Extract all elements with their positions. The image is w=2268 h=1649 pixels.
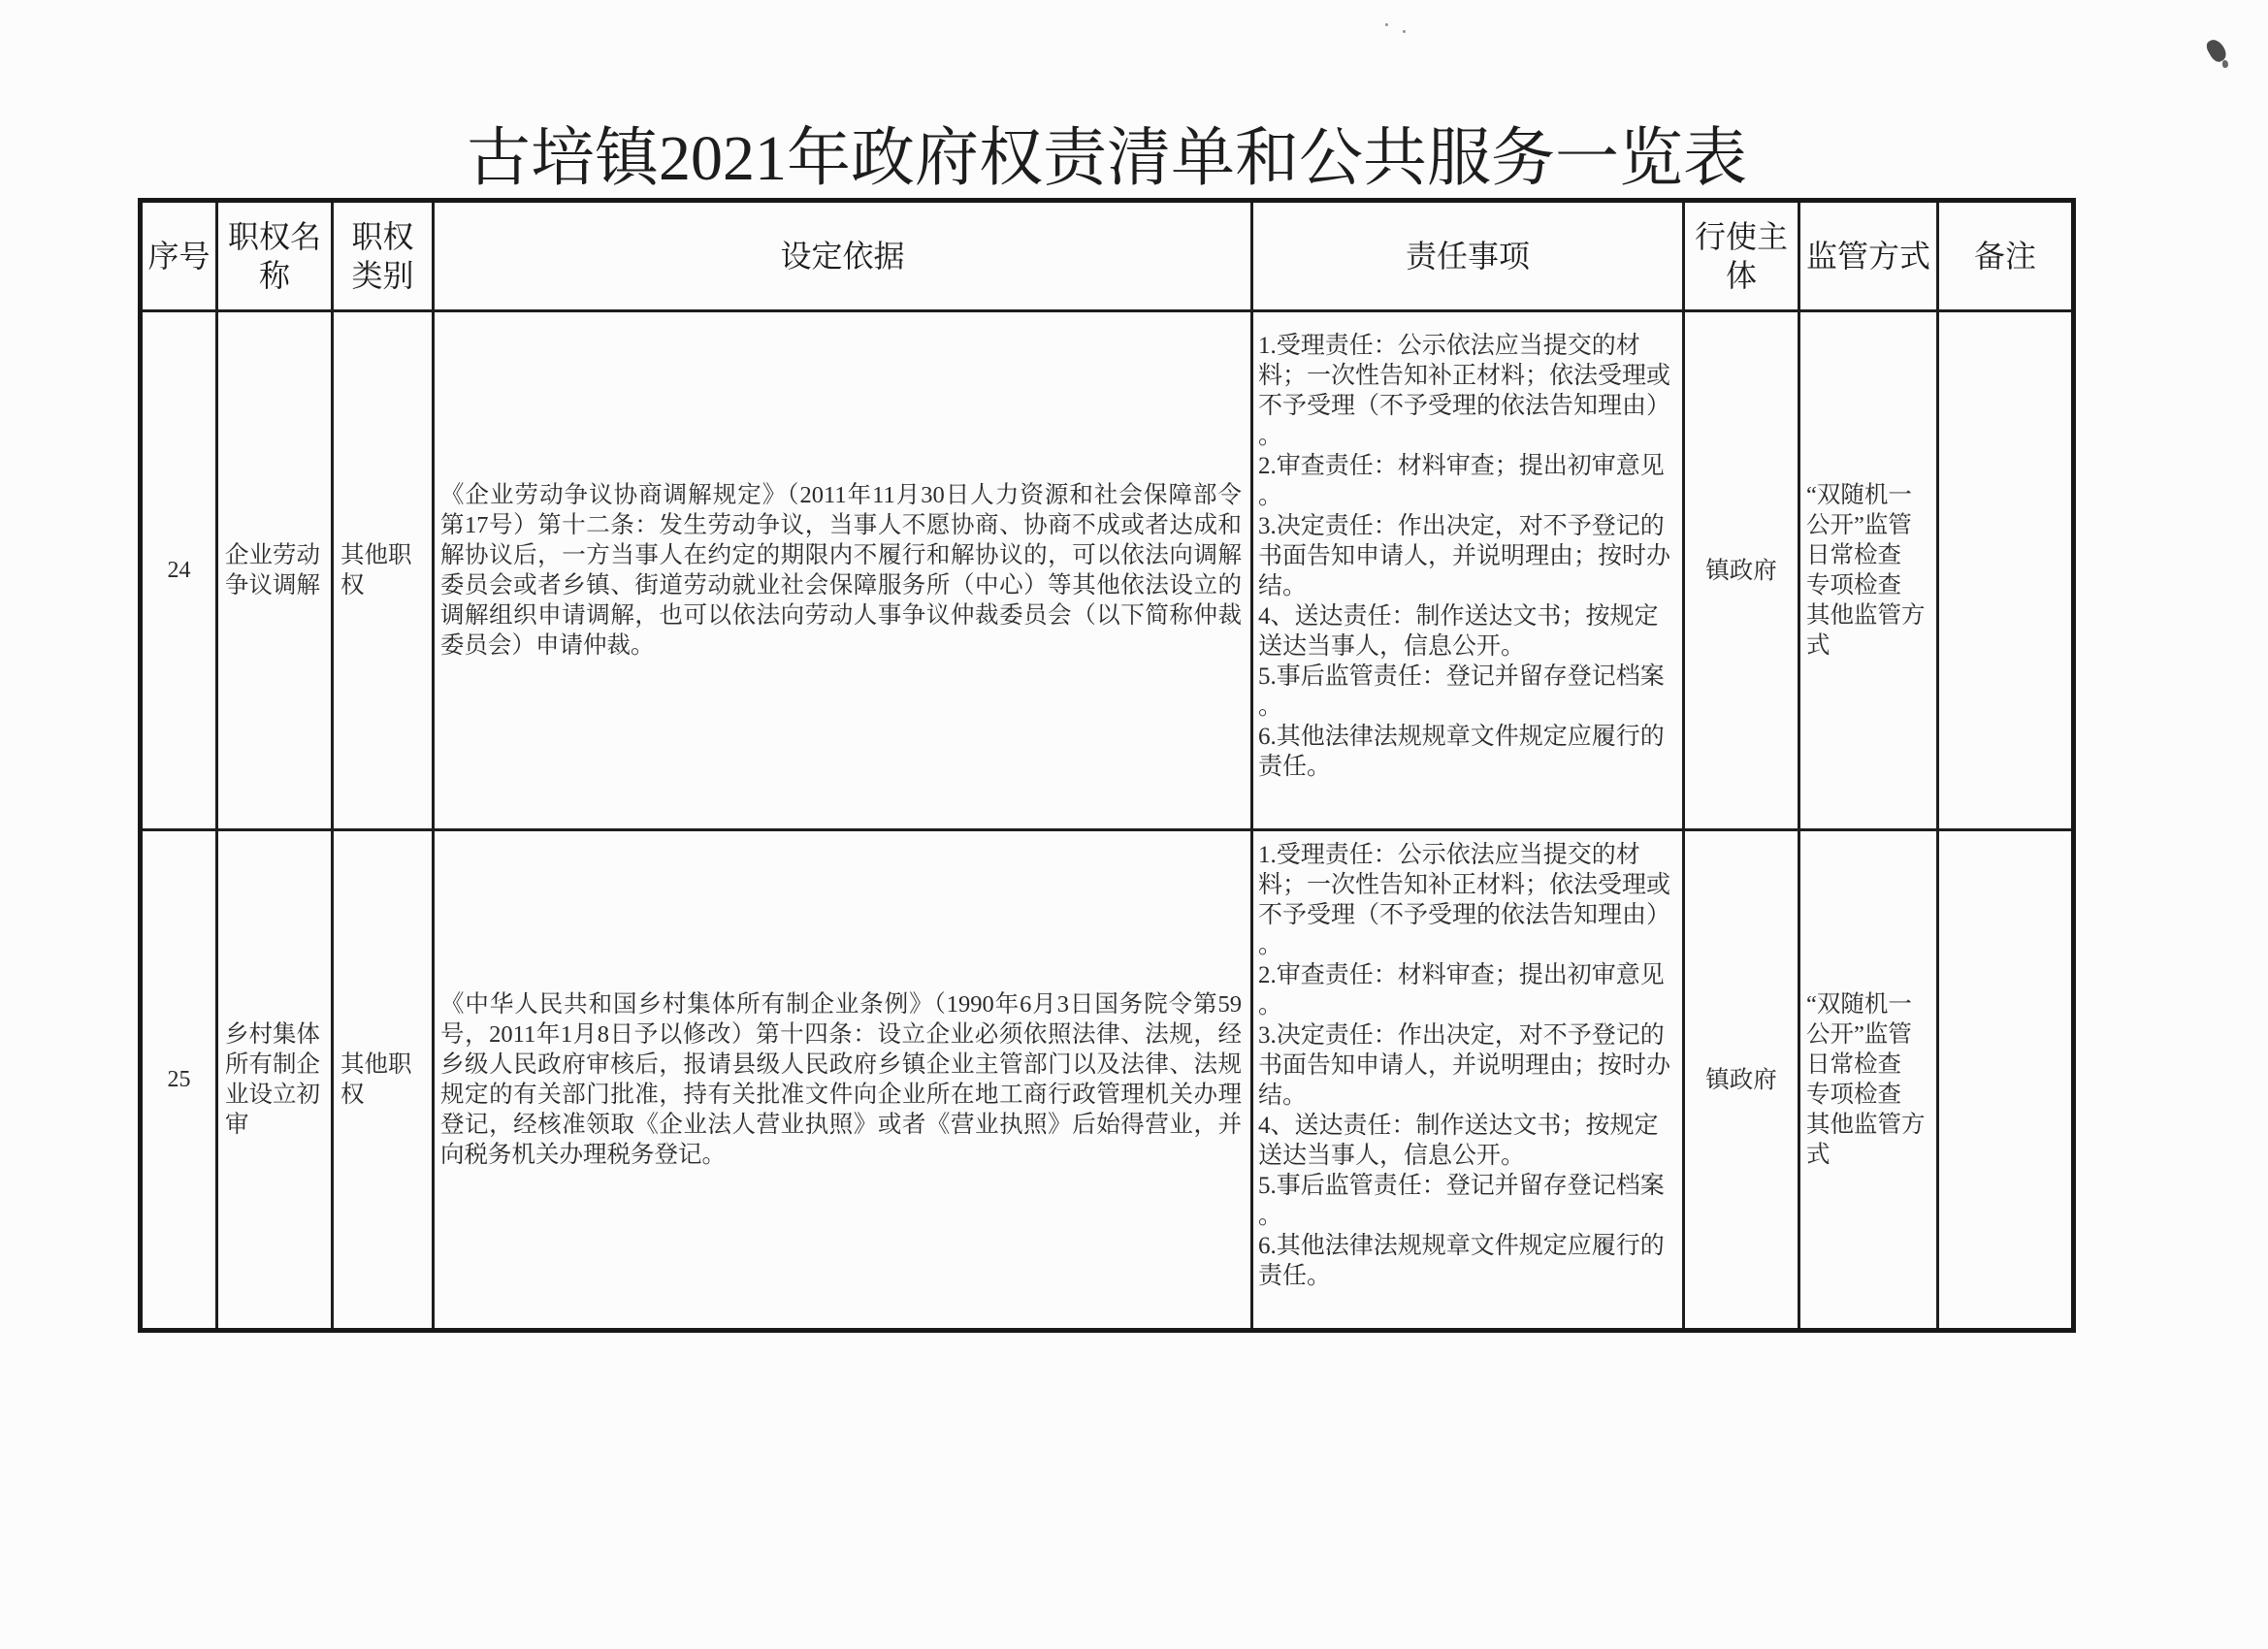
supervision-line: “双随机一 bbox=[1806, 991, 1912, 1018]
page-title: 古培镇2021年政府权责清单和公共服务一览表 bbox=[467, 123, 1747, 194]
cell-executing-body: 镇政府 bbox=[1684, 311, 1799, 830]
supervision-line: 公开”监管 bbox=[1806, 512, 1912, 538]
power-name-line: 所有制企 bbox=[225, 1051, 320, 1078]
responsibility-line: 不予受理（不予受理的依法告知理由） bbox=[1258, 392, 1671, 419]
supervision-line: 其他监管方 bbox=[1806, 602, 1926, 629]
header-label: 备注 bbox=[1973, 238, 2036, 275]
power-category-line: 权 bbox=[340, 1082, 365, 1108]
scan-dot bbox=[1385, 23, 1388, 26]
header-label: 职权名 bbox=[227, 218, 321, 255]
scan-mark bbox=[2222, 60, 2228, 68]
legal-basis-line: 第17号）第十二条：发生劳动争议，当事人不愿协商、协商不成或者达成和 bbox=[440, 512, 1242, 538]
table-row bbox=[141, 830, 2074, 1331]
supervision-line: 专项检查 bbox=[1806, 572, 1901, 598]
legal-basis-line: 《中华人民共和国乡村集体所有制企业条例》（1990年6月3日国务院令第59 bbox=[440, 991, 1242, 1018]
header-label: 设定依据 bbox=[780, 238, 905, 275]
cell-executing-body: 镇政府 bbox=[1684, 830, 1799, 1331]
responsibility-line: 送达当事人，信息公开。 bbox=[1258, 1142, 1526, 1169]
responsibility-line: 不予受理（不予受理的依法告知理由） bbox=[1258, 901, 1671, 928]
cell-power-name bbox=[217, 830, 333, 1331]
responsibility-line: 3.决定责任：作出决定，对不予登记的 bbox=[1258, 512, 1665, 539]
responsibility-line: 送达当事人，信息公开。 bbox=[1258, 632, 1526, 660]
header-label: 监管方式 bbox=[1805, 238, 1930, 275]
responsibility-line: 。 bbox=[1258, 422, 1283, 449]
power-responsibility-table bbox=[138, 198, 2076, 1333]
responsibility-line: 4、送达责任：制作送达文书；按规定 bbox=[1258, 1112, 1659, 1139]
power-name-line: 审 bbox=[225, 1112, 249, 1138]
supervision-line: 公开”监管 bbox=[1806, 1021, 1912, 1048]
power-name-line: 企业劳动 bbox=[225, 542, 320, 568]
power-name-line: 乡村集体 bbox=[225, 1021, 320, 1048]
cell-seq: 24 bbox=[141, 311, 217, 830]
responsibility-line: 3.决定责任：作出决定，对不予登记的 bbox=[1258, 1021, 1665, 1049]
cell-supervision-method bbox=[1799, 830, 1938, 1331]
header-supervision-method bbox=[1799, 201, 1938, 311]
responsibility-line: 书面告知申请人，并说明理由；按时办 bbox=[1258, 542, 1671, 569]
header-seq bbox=[141, 201, 217, 311]
responsibility-line: 1.受理责任：公示依法应当提交的材 bbox=[1258, 332, 1640, 359]
legal-basis-line: 委员会或者乡镇、街道劳动就业社会保障服务所（中心）等其他依法设立的 bbox=[440, 572, 1242, 598]
responsibility-line: 料；一次性告知补正材料；依法受理或 bbox=[1258, 871, 1671, 898]
cell-power-name bbox=[217, 311, 333, 830]
responsibility-line: 结。 bbox=[1258, 1082, 1308, 1109]
cell-power-category bbox=[333, 311, 434, 830]
header-power-category bbox=[333, 201, 434, 311]
header-legal-basis bbox=[434, 201, 1252, 311]
supervision-line: 专项检查 bbox=[1806, 1082, 1901, 1108]
cell-remarks bbox=[1938, 311, 2074, 830]
responsibility-line: 。 bbox=[1258, 1202, 1283, 1229]
responsibility-line: 5.事后监管责任：登记并留存登记档案 bbox=[1258, 1172, 1665, 1199]
responsibility-line: 责任。 bbox=[1258, 1262, 1332, 1289]
header-responsibilities bbox=[1252, 201, 1684, 311]
header-label: 责任事项 bbox=[1405, 238, 1530, 275]
cell-responsibilities bbox=[1252, 830, 1684, 1331]
responsibility-line: 责任。 bbox=[1258, 753, 1332, 780]
responsibility-line: 6.其他法律法规规章文件规定应履行的 bbox=[1258, 723, 1665, 750]
responsibility-line: 2.审查责任：材料审查；提出初审意见 bbox=[1258, 961, 1665, 988]
cell-remarks bbox=[1938, 830, 2074, 1331]
legal-basis-line: 《企业劳动争议协商调解规定》（2011年11月30日人力资源和社会保障部令 bbox=[440, 482, 1242, 508]
table-header-row bbox=[141, 201, 2074, 311]
scan-dot bbox=[1403, 30, 1406, 33]
supervision-line: “双随机一 bbox=[1806, 482, 1912, 508]
header-label: 行使主 bbox=[1694, 218, 1788, 255]
supervision-line: 式 bbox=[1806, 632, 1831, 659]
header-label: 职权 bbox=[351, 218, 414, 255]
legal-basis-line: 解协议后，一方当事人在约定的期限内不履行和解协议的，可以依法向调解 bbox=[440, 542, 1242, 568]
header-power-name bbox=[217, 201, 333, 311]
responsibility-line: 料；一次性告知补正材料；依法受理或 bbox=[1258, 362, 1671, 389]
cell-power-category bbox=[333, 830, 434, 1331]
legal-basis-line: 乡级人民政府审核后，报请县级人民政府乡镇企业主管部门以及法律、法规 bbox=[440, 1051, 1242, 1078]
supervision-line: 式 bbox=[1806, 1142, 1831, 1168]
legal-basis-line: 委员会）申请仲裁。 bbox=[440, 632, 655, 659]
header-executing-body bbox=[1684, 201, 1799, 311]
power-name-line: 争议调解 bbox=[225, 572, 320, 598]
cell-supervision-method bbox=[1799, 311, 1938, 830]
legal-basis-line: 登记，经核准领取《企业法人营业执照》或者《营业执照》后始得营业，并 bbox=[440, 1112, 1242, 1138]
responsibility-line: 4、送达责任：制作送达文书；按规定 bbox=[1258, 602, 1659, 630]
header-label: 体 bbox=[1725, 257, 1757, 294]
responsibility-line: 。 bbox=[1258, 693, 1283, 720]
header-remarks bbox=[1938, 201, 2074, 311]
cell-legal-basis bbox=[434, 311, 1252, 830]
header-label: 称 bbox=[258, 257, 290, 294]
responsibility-line: 5.事后监管责任：登记并留存登记档案 bbox=[1258, 663, 1665, 690]
supervision-line: 日常检查 bbox=[1806, 542, 1901, 568]
legal-basis-line: 调解组织申请调解，也可以依法向劳动人事争议仲裁委员会（以下简称仲裁 bbox=[440, 602, 1242, 629]
power-category-line: 其他职 bbox=[340, 1051, 412, 1078]
legal-basis-line: 向税务机关办理税务登记。 bbox=[440, 1142, 726, 1168]
header-label: 类别 bbox=[351, 257, 414, 294]
responsibility-line: 书面告知申请人，并说明理由；按时办 bbox=[1258, 1051, 1671, 1079]
supervision-line: 日常检查 bbox=[1806, 1051, 1901, 1078]
power-category-line: 权 bbox=[340, 572, 365, 598]
legal-basis-line: 号，2011年1月8日予以修改）第十四条：设立企业必须依照法律、法规，经 bbox=[440, 1021, 1242, 1048]
cell-seq: 25 bbox=[141, 830, 217, 1331]
cell-legal-basis bbox=[434, 830, 1252, 1331]
cell-responsibilities bbox=[1252, 311, 1684, 830]
responsibility-line: 6.其他法律法规规章文件规定应履行的 bbox=[1258, 1232, 1665, 1259]
legal-basis-line: 规定的有关部门批准，持有关批准文件向企业所在地工商行政管理机关办理 bbox=[440, 1082, 1242, 1108]
power-name-line: 业设立初 bbox=[225, 1082, 320, 1108]
table-row bbox=[141, 311, 2074, 830]
supervision-line: 其他监管方 bbox=[1806, 1112, 1926, 1138]
power-category-line: 其他职 bbox=[340, 542, 412, 568]
responsibility-line: 1.受理责任：公示依法应当提交的材 bbox=[1258, 841, 1640, 868]
header-label: 序号 bbox=[147, 238, 211, 275]
responsibility-line: 。 bbox=[1258, 991, 1283, 1018]
responsibility-line: 结。 bbox=[1258, 572, 1308, 599]
responsibility-line: 2.审查责任：材料审查；提出初审意见 bbox=[1258, 452, 1665, 479]
responsibility-line: 。 bbox=[1258, 482, 1283, 509]
responsibility-line: 。 bbox=[1258, 931, 1283, 958]
